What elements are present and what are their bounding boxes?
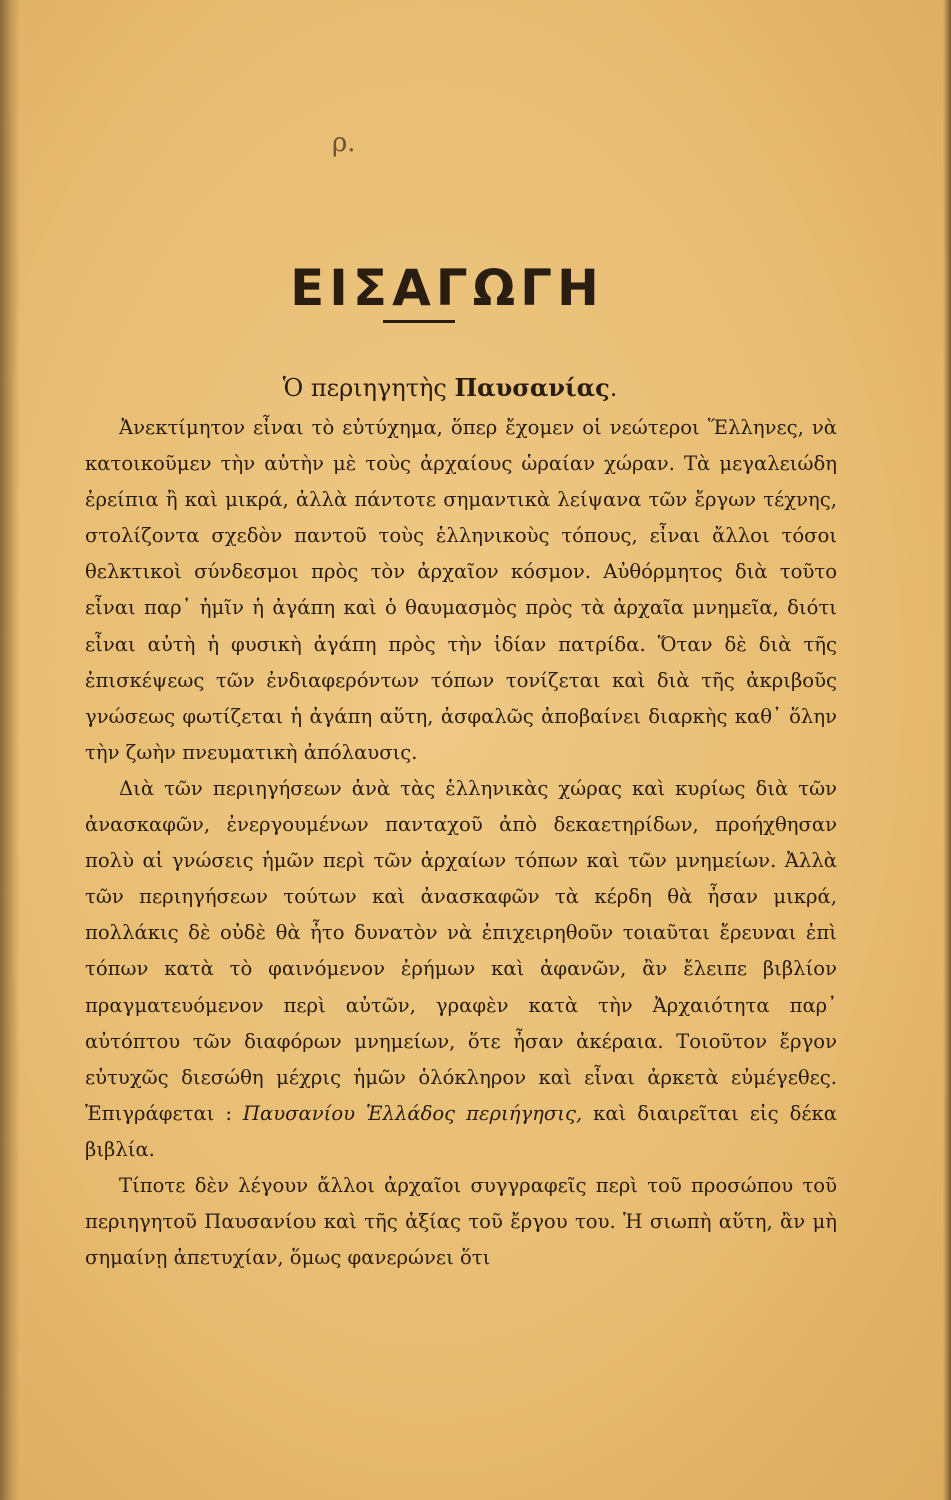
subtitle-end: . [609, 374, 618, 402]
page-mark: ρ. [332, 128, 356, 158]
section-subtitle [150, 368, 750, 408]
paragraph-2 [85, 771, 837, 1168]
body-text [85, 410, 837, 1276]
subtitle-name: Παυσανίας [454, 373, 610, 402]
paragraph-3: Τίποτε δὲν λέγουν ἄλλοι ἀρχαῖοι συγγραφεῖς περὶ τοῦ προσώπου τοῦ περιηγητοῦ Παυσανίου καὶ τῆς ἀξίας τοῦ ἔργου του. Ἡ σιωπὴ αὕτη, ἂν μὴ σημαίνῃ ἀπετυχίαν, ὅμως φανερώνει ὅτι [85, 1173, 837, 1270]
chapter-title: ΕΙΣΑΓΩΓΗ [290, 259, 604, 317]
title-rule [383, 320, 455, 323]
page-right-edge [943, 0, 951, 1500]
paragraph-2-text: Διὰ τῶν περιηγήσεων ἀνὰ τὰς ἑλληνικὰς χώρας καὶ κυρίως διὰ τῶν ἀνασκαφῶν, ἐνεργουμένων πανταχοῦ ἀπὸ δεκαετηρίδων, προήχθησαν πολὺ αἱ γνώσεις ἡμῶν περὶ τῶν ἀρχαίων τόπων καὶ τῶν μνημείων. Ἀλλὰ τῶν περιηγήσεων τούτων καὶ ἀνασκαφῶν τὰ κέρδη θὰ ἦσαν μικρά, πολλάκις δὲ οὐδὲ θὰ ἦτο δυνατὸν νὰ ἐπιχειρηθοῦν τοιαῦται ἔρευναι ἐπὶ τόπων κατὰ τὸ φαινόμενον ἐρήμων καὶ ἀφανῶν, ἂν ἔλειπε βιβλίον πραγματευόμενον περὶ αὐτῶν, γραφὲν κατὰ τὴν Ἀρχαιότητα παρ᾽ αὐτόπτου τῶν διαφόρων μνημείων, ὅτε ἦσαν ἀκέραια. Τοιοῦτον ἔργον εὐτυχῶς διεσώθη μέχρις ἡμῶν ὁλόκληρον καὶ εἶναι ἀρκετὰ εὐμέγεθες. Ἐπιγράφεται : [85, 776, 837, 1125]
page-left-edge [0, 0, 20, 1500]
paragraph-2-end: καὶ διαιρεῖται εἰς δέκα βιβλία. [85, 1101, 837, 1161]
paragraph-1: Ἀνεκτίμητον εἶναι τὸ εὐτύχημα, ὅπερ ἔχομεν οἱ νεώτεροι Ἕλληνες, νὰ κατοικοῦμεν τὴν αὐτὴν μὲ τοὺς ἀρχαίους ὡραίαν χώραν. Τὰ μεγαλειώδη ἐρείπια ἢ καὶ μικρά, ἀλλὰ πάντοτε σημαντικὰ λείψανα τῶν ἔργων τέχνης, στολίζοντα σχεδὸν παντοῦ τοὺς ἑλληνικοὺς τόπους, εἶναι ἄλλοι τόσοι θελκτικοὶ σύνδεσμοι πρὸς τὸν ἀρχαῖον κόσμον. Αὐθόρμητος διὰ τοῦτο εἶναι παρ᾽ ἡμῖν ἡ ἀγάπη καὶ ὁ θαυμασμὸς πρὸς τὰ ἀρχαῖα μνημεῖα, διότι εἶναι αὐτὴ ἡ φυσικὴ ἀγάπη πρὸς τὴν ἰδίαν πατρίδα. Ὅταν δὲ διὰ τῆς ἐπισκέψεως τῶν ἐνδιαφερόντων τόπων τονίζεται καὶ διὰ τῆς ἀκριβοῦς γνώσεως φωτίζεται ἡ ἀγάπη αὕτη, ἀσφαλῶς ἀποβαίνει διαρκὴς καθ᾽ ὅλην τὴν ζωὴν πνευματικὴ ἀπόλαυσις. [85, 416, 837, 764]
book-title-italic: Παυσανίου Ἑλλάδος περιήγησις, [242, 1101, 583, 1125]
subtitle-prefix: Ὁ περιηγητὴς [282, 374, 447, 402]
